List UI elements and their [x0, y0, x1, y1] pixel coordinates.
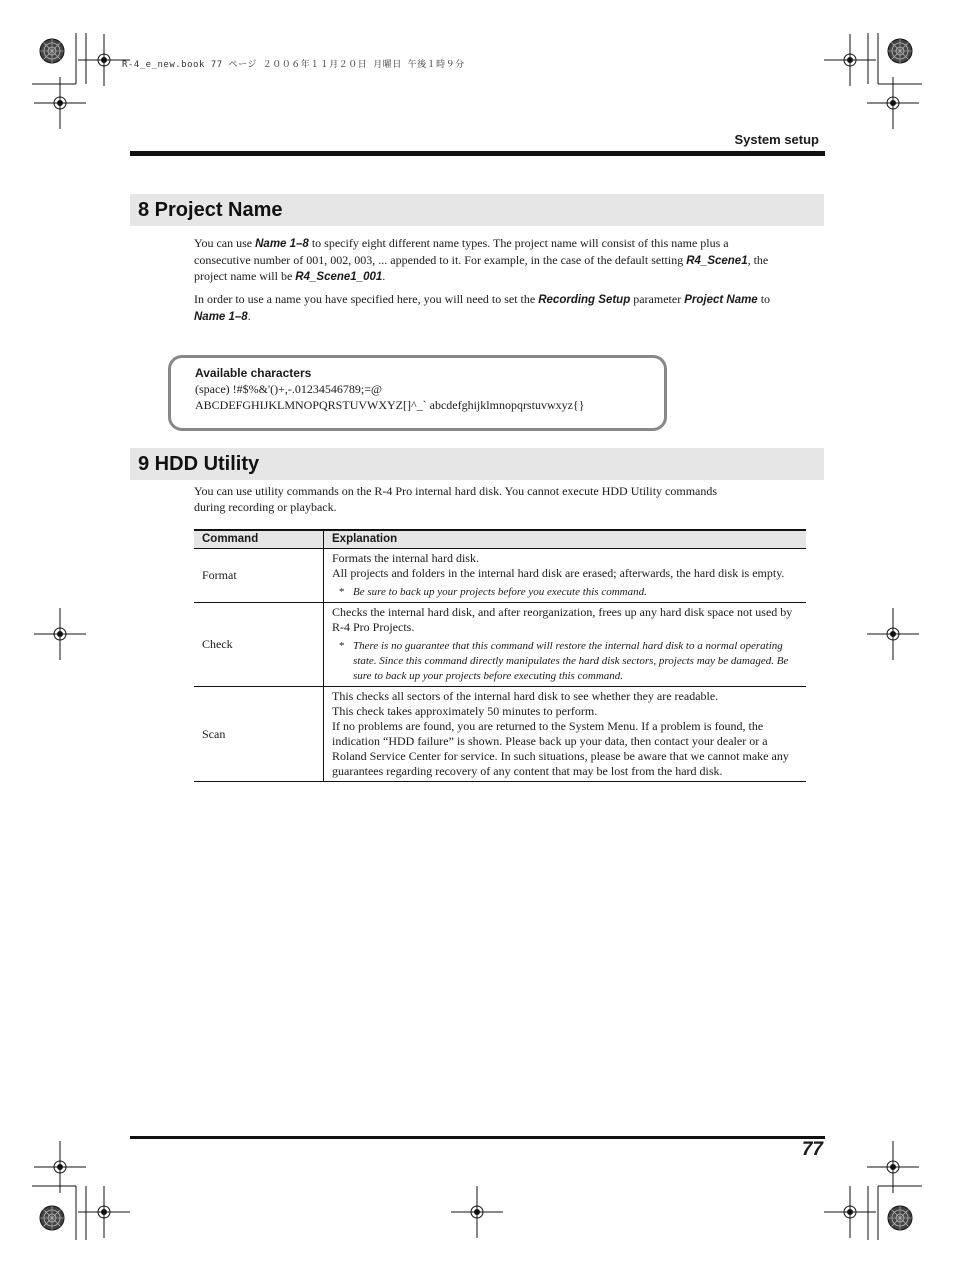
keyword: Recording Setup — [538, 294, 631, 306]
command-name: Format — [194, 549, 324, 603]
box-title: Available characters — [195, 366, 312, 380]
table-row — [194, 603, 806, 687]
command-explanation — [324, 687, 807, 782]
column-header-explanation: Explanation — [324, 530, 807, 549]
table-header-row — [194, 530, 806, 549]
note-marker: * — [339, 586, 345, 598]
project-name-paragraph-1 — [194, 236, 774, 286]
command-name: Check — [194, 603, 324, 687]
table-row — [194, 687, 806, 782]
keyword: Name 1–8 — [194, 310, 248, 323]
explanation-line: If no problems are found, you are returned to the System Menu. If a problem is found, the indication “HDD failure” is shown. Please back up your data, then contact your dealer or a Roland Service Center for service. In such situations, please be aware that we cannot make any guarantees regarding recovery of any content that may be lost from the hard disk. — [332, 719, 789, 778]
warning-note — [332, 585, 800, 600]
hdd-utility-intro — [194, 484, 734, 515]
text-run: parameter — [630, 292, 685, 306]
keyword: Name 1–8 — [255, 238, 309, 250]
text-run: You can use — [194, 236, 256, 250]
text-run: . — [382, 269, 386, 283]
section-title: 8 Project Name — [138, 199, 283, 221]
bottom-rule — [130, 1136, 825, 1139]
top-rule — [130, 151, 825, 156]
running-head: System setup — [734, 132, 819, 147]
text-run: to — [757, 292, 771, 306]
command-explanation — [324, 603, 807, 687]
text-run: . — [247, 308, 251, 323]
project-name-paragraph-2 — [194, 292, 774, 325]
note-text: There is no guarantee that this command will restore the internal hard disk to a normal operating state. Since this command directly manipulates the hard disk sectors, projects may be damaged. Be sure to back up your projects before executing this command. — [353, 640, 789, 682]
page-number: 77 — [801, 1139, 823, 1160]
keyword: R4_Scene1 — [686, 254, 748, 267]
note-marker: * — [339, 640, 345, 652]
keyword: R4_Scene1_001 — [295, 271, 383, 283]
text-run: , the project name will be — [194, 252, 769, 283]
print-header-meta: R-4_e_new.book 77 ページ ２００６年１１月２０日 月曜日 午後１時９分 — [122, 60, 465, 70]
section-heading-project-name — [130, 194, 824, 226]
warning-note — [332, 639, 800, 684]
intro-text: You can use utility commands on the R-4 Pro internal hard disk. You cannot execute HDD Utility commands during recording or playback. — [194, 484, 718, 514]
explanation-line: All projects and folders in the internal hard disk are erased; afterwards, the hard disk is empty. — [332, 566, 785, 580]
table-row — [194, 549, 806, 603]
note-text: Be sure to back up your projects before you execute this command. — [353, 586, 647, 598]
keyword: Project Name — [684, 294, 758, 306]
explanation-line: Formats the internal hard disk. — [332, 551, 479, 565]
explanation-line: This checks all sectors of the internal hard disk to see whether they are readable. — [332, 689, 719, 703]
column-header-command: Command — [194, 530, 324, 549]
command-table — [194, 529, 806, 782]
section-heading-hdd-utility — [130, 448, 824, 480]
box-line-2: ABCDEFGHIJKLMNOPQRSTUVWXYZ[]^_` abcdefghijklmnopqrstuvwxyz{} — [195, 398, 585, 412]
section-title: 9 HDD Utility — [138, 453, 260, 475]
command-name: Scan — [194, 687, 324, 782]
explanation-line: Checks the internal hard disk, and after reorganization, frees up any hard disk space not used by R-4 Pro Projects. — [332, 605, 793, 634]
explanation-line: This check takes approximately 50 minutes to perform. — [332, 704, 598, 718]
text-run: to specify eight different name types. The project name will consist of this name plus a consecutive number of 001, 002, 003, ... appended to it. For example, in the case of the default setting — [194, 236, 729, 267]
command-explanation — [324, 549, 807, 603]
available-characters-box — [168, 355, 667, 431]
text-run: In order to use a name you have specified here, you will need to set the — [194, 292, 539, 306]
box-line-1: (space) !#$%&'()+,-.01234546789;=@ — [195, 382, 383, 396]
